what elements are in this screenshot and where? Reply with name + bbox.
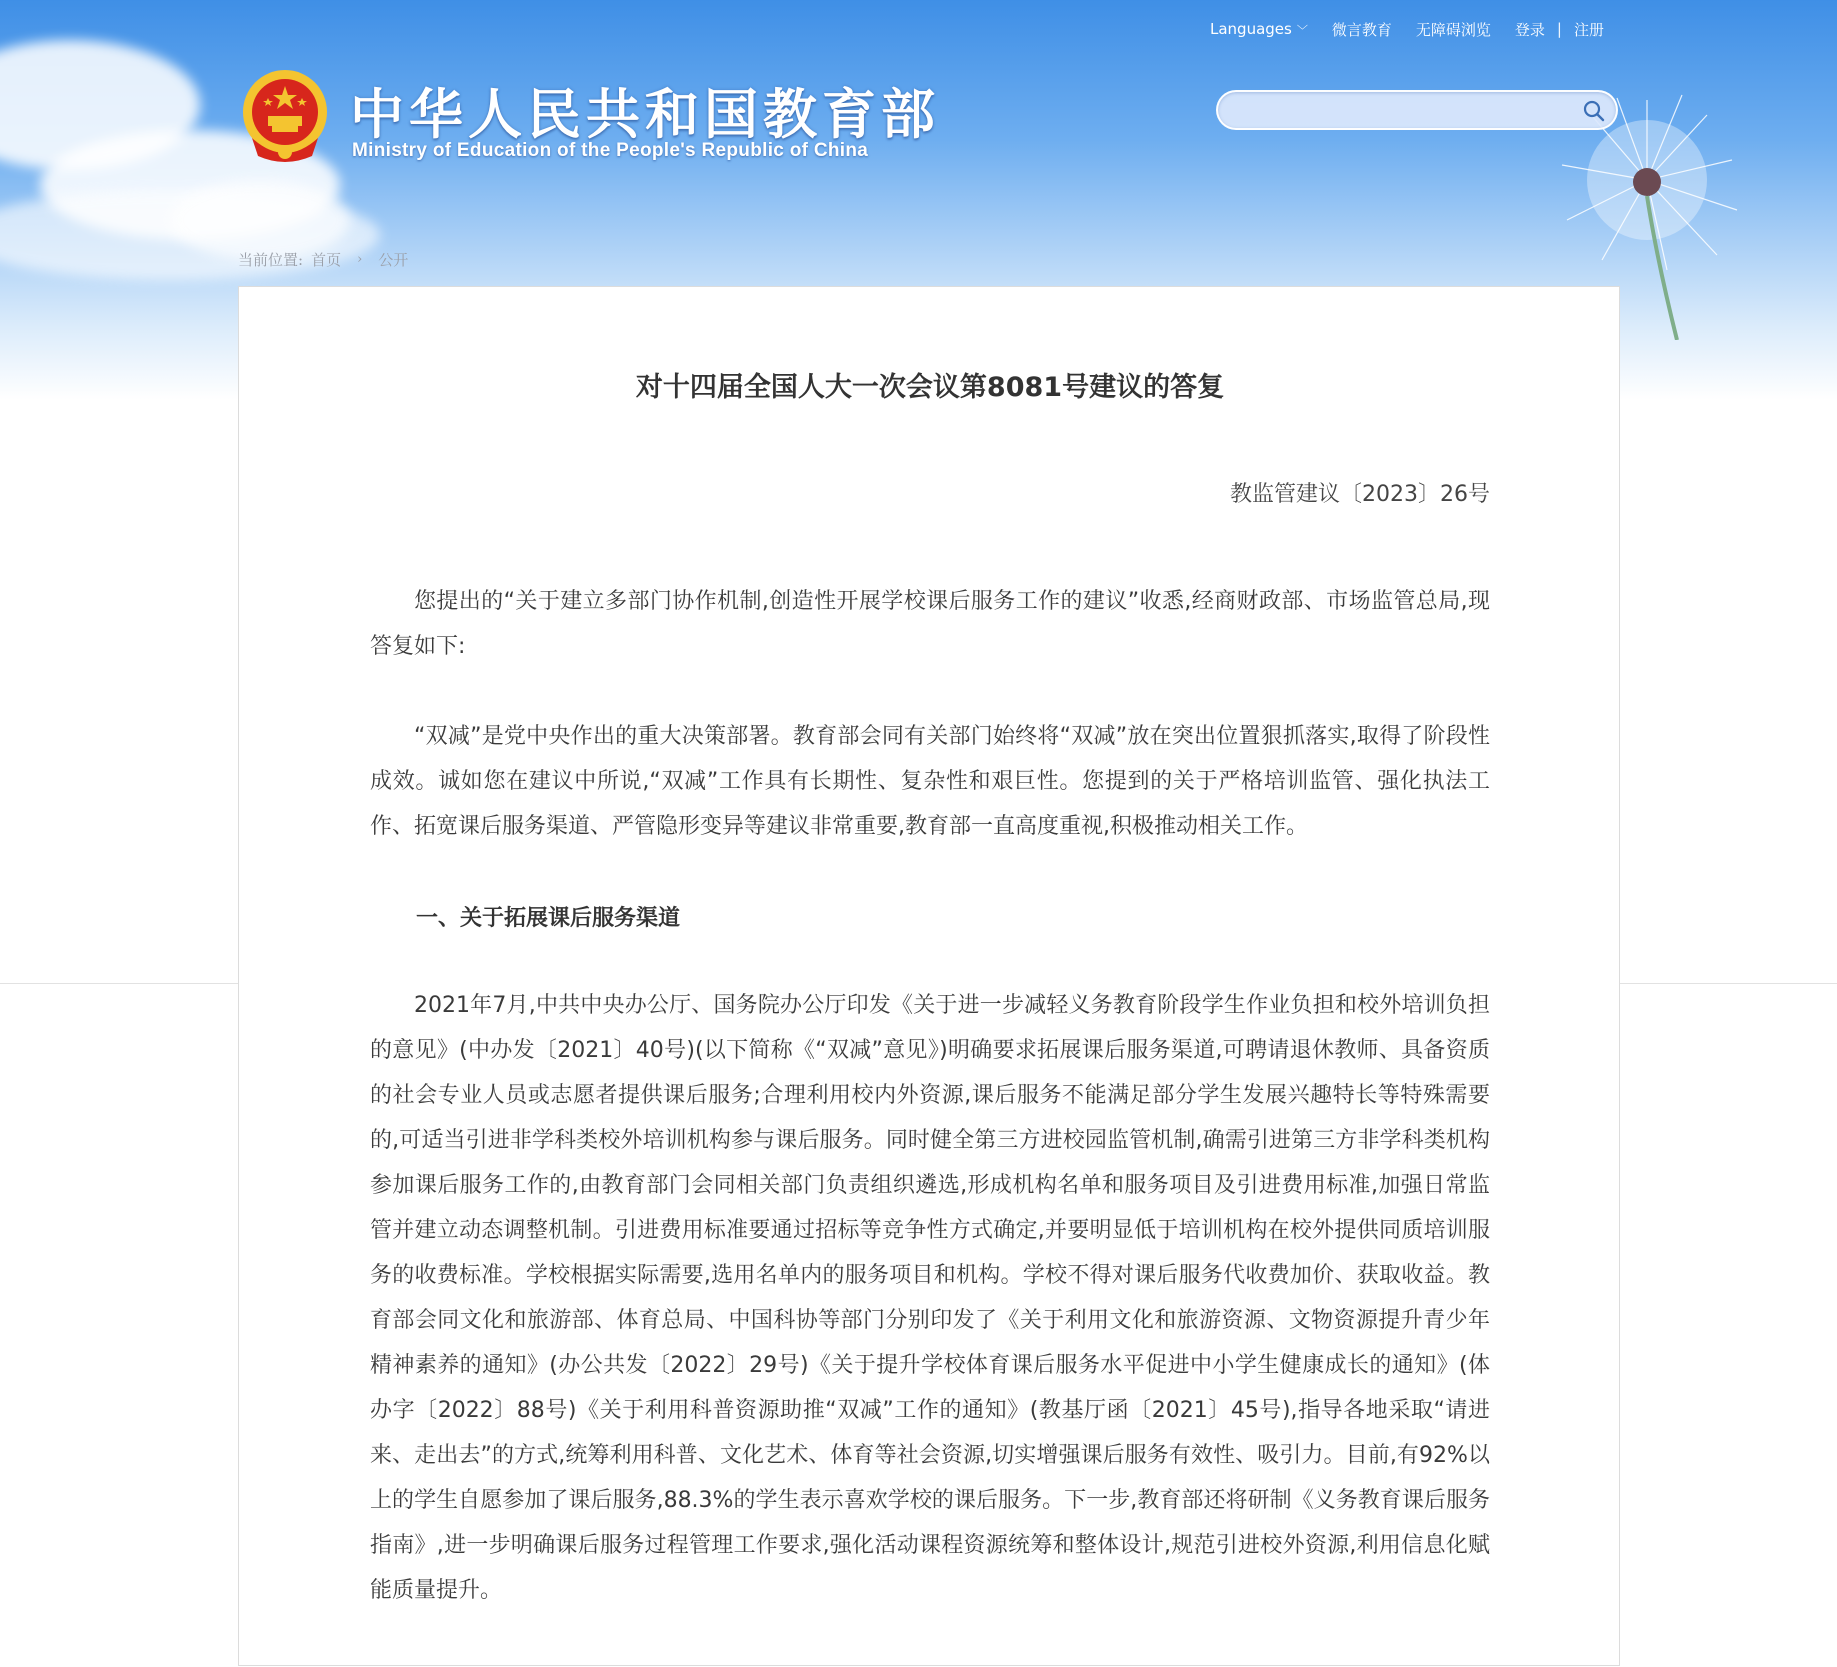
search-input[interactable] (1232, 98, 1566, 124)
section-heading: 一、关于拓展课后服务渠道 (416, 906, 681, 931)
breadcrumb-home-link[interactable]: 首页 (311, 251, 342, 269)
top-links-bar (1210, 18, 1604, 40)
search-box (1216, 90, 1618, 130)
register-link[interactable]: 注册 (1573, 20, 1604, 39)
national-emblem-icon (240, 68, 330, 164)
paragraph-section-1: 2021年7月,中共中央办公厅、国务院办公厅印发《关于进一步减轻义务教育阶段学生作业负担和校外培训负担的意见》(中办发〔2021〕40号)(以下简称《“双减”意见》)明确要求拓展课后服务渠道,可聘请退休教师、具备资质的社会专业人员或志愿者提供课后服务;合理利用校内外资源,课后服务不能满足部分学生发展兴趣特长等特殊需要的,可适当引进非学科类校外培训机构参与课后服务。同时健全第三方进校园监管机制,确需引进第三方非学科类机构参加课后服务工作的,由教育部门会同相关部门负责组织遴选,形成机构名单和服务项目及引进费用标准,加强日常监管并建立动态调整机制。引进费用标准要通过招标等竞争性方式确定,并要明显低于培训机构在校外提供同质培训服务的收费标准。学校根据实际需要,选用名单内的服务项目和机构。学校不得对课后服务代收费加价、获取收益。教育部会同文化和旅游部、体育总局、中国科协等部门分别印发了《关于利用文化和旅游资源、文物资源提升青少年精神素养的通知》(办公共发〔2022〕29号)《关于提升学校体育课后服务水平促进中小学生健康成长的通知》(体办字〔2022〕88号)《关于利用科普资源助推“双减”工作的通知》(教基厅函〔2021〕45号),指导各地采取“请进来、走出去”的方式,统筹利用科普、文化艺术、体育等社会资源,切实增强课后服务有效性、吸引力。目前,有92%以上的学生自愿参加了课后服务,88.3%的学生表示喜欢学校的课后服务。下一步,教育部还将研制《义务教育课后服务指南》,进一步明确课后服务过程管理工作要求,强化活动课程资源统筹和整体设计,规范引进校外资源,利用信息化赋能质量提升。 (370, 993, 1490, 1603)
article-content (370, 287, 1490, 1667)
breadcrumb-prefix: 当前位置: (238, 251, 304, 269)
article-title: 对十四届全国人大一次会议第8081号建议的答复 (635, 372, 1225, 403)
accessible-browse-link[interactable]: 无障碍浏览 (1415, 20, 1491, 39)
chevron-down-icon: ﹀ (1296, 24, 1308, 37)
paragraph-double-reduction: “双减”是党中央作出的重大决策部署。教育部会同有关部门始终将“双减”放在突出位置狠抓落实,取得了阶段性成效。诚如您在建议中所说,“双减”工作具有长期性、复杂性和艰巨性。您提到的关于严格培训监管、强化执法工作、拓宽课后服务渠道、严管隐形变异等建议非常重要,教育部一直高度重视,积极推动相关工作。 (370, 724, 1490, 839)
site-title[interactable]: 中华人民共和国教育部 (350, 83, 940, 146)
document-number: 教监管建议〔2023〕26号 (1230, 482, 1490, 507)
link-separator: | (1556, 20, 1562, 38)
cloud-decoration (170, 180, 350, 260)
article-container (238, 286, 1620, 1666)
weiyan-link[interactable]: 微言教育 (1331, 20, 1392, 39)
languages-dropdown[interactable] (1210, 20, 1308, 38)
login-link[interactable]: 登录 (1514, 20, 1545, 39)
breadcrumb (238, 249, 408, 270)
breadcrumb-current[interactable]: 公开 (378, 251, 409, 269)
site-subtitle: Ministry of Education of the People's Republic of China (352, 140, 869, 161)
breadcrumb-arrow-icon: › (357, 252, 363, 267)
languages-label: Languages (1210, 20, 1292, 38)
search-icon[interactable] (1582, 99, 1606, 123)
paragraph-intro: 您提出的“关于建立多部门协作机制,创造性开展学校课后服务工作的建议”收悉,经商财政部、市场监管总局,现答复如下: (370, 589, 1490, 659)
